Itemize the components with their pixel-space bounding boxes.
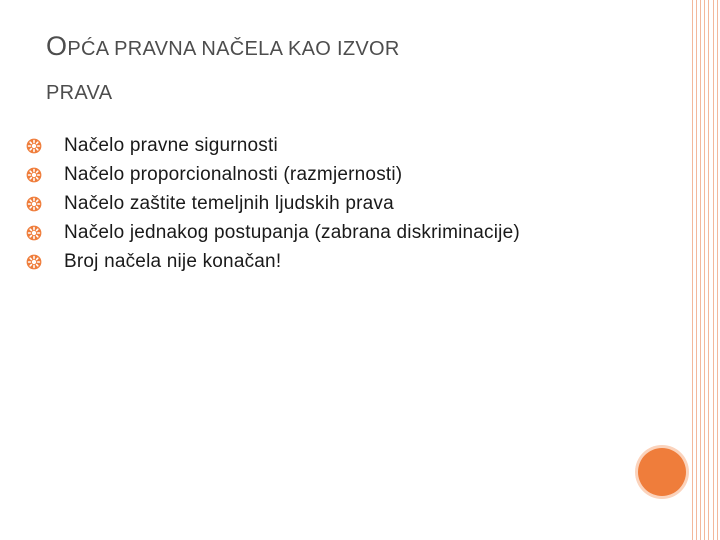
bullet-text: Načelo proporcionalnosti (razmjernosti) <box>64 164 403 185</box>
sun-gear-icon <box>26 254 42 270</box>
bullet-item <box>26 189 586 218</box>
orange-circle-icon <box>638 448 686 496</box>
bullet-list <box>26 131 586 276</box>
sun-gear-icon <box>26 138 42 154</box>
bullet-item <box>26 131 586 160</box>
frame-line <box>717 0 718 540</box>
sun-gear-icon <box>26 225 42 241</box>
bullet-text: Broj načela nije konačan! <box>64 251 282 272</box>
title-first-letter: O <box>46 31 68 61</box>
frame-line <box>708 0 709 540</box>
frame-line <box>692 0 693 540</box>
bullet-item <box>26 218 586 247</box>
sun-gear-icon <box>26 196 42 212</box>
frame-line <box>696 0 697 540</box>
bullet-text: Načelo pravne sigurnosti <box>64 135 278 156</box>
bullet-text: Načelo jednakog postupanja (zabrana diskriminacije) <box>64 222 520 243</box>
frame-line <box>713 0 714 540</box>
title-line1-rest: PĆA PRAVNA NAČELA KAO IZVOR <box>67 38 400 60</box>
title-line2: PRAVA <box>46 82 113 104</box>
sun-gear-icon <box>26 167 42 183</box>
slide-title <box>46 24 606 115</box>
bullet-text: Načelo zaštite temeljnih ljudskih prava <box>64 193 394 214</box>
frame-line <box>704 0 705 540</box>
bullet-item <box>26 160 586 189</box>
bullet-item <box>26 247 586 276</box>
frame-line <box>700 0 701 540</box>
